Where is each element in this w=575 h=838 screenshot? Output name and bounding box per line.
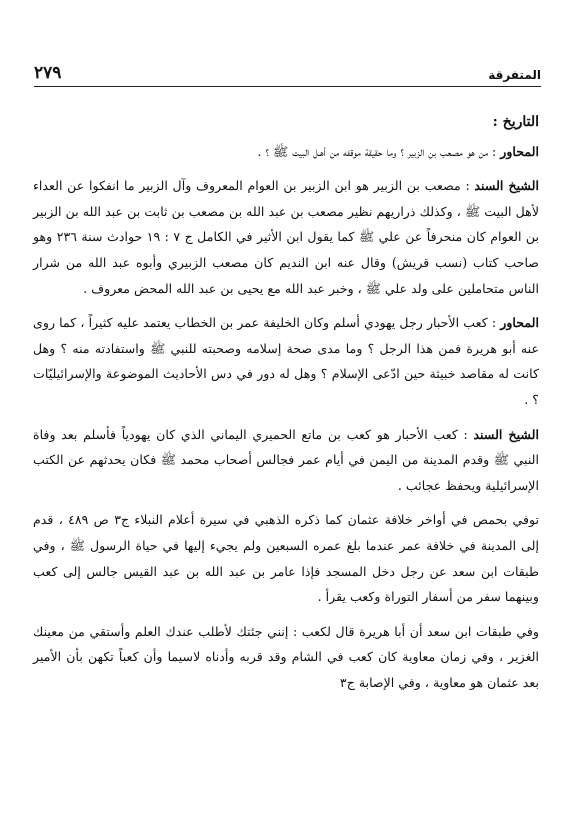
dialogue-paragraph [33, 422, 539, 499]
section-title: التاريخ : [492, 114, 539, 130]
page-header [34, 58, 541, 87]
dialogue-paragraph [33, 310, 539, 412]
paragraph-text: : من هو مصعب بن الزبير ؟ وما حقيقة موقفه من أهـل البيت ﷺ ؟ . [257, 143, 501, 159]
paragraph-text: توفي بحمص في أواخر خلافة عثمان كما ذكره الذهبي في سيرة أعلام النبلاء ج٣ ص ٤٨٩ ، قدم إلى المدينة في خلافة عمر عندما بلغ عمره السبعين ولم يجيء إليها في حياة الرسول ﷺ ، وفي طبقات ابن سعد عن رجل دخل المسجد فإذا عامر بن عبد الله بن عبد القيس جالس إلى كعب وبينهما سفر من أسفار التوراة وكعب يقرأ . [33, 512, 540, 605]
paragraph-text: : مصعب بن الزبير هو ابن الزبير بن العوام المعروف وآل الزبير ما انفكوا عن العداء لأهل البيت ﷺ ، وكذلك ذراريهم نظير مصعب بن عبد الله بن مصعب بن ثابت بن عبد الله بن الزبير بن العوام كان منحرفاً عن علي ﷺ كما يقول ابن الأثير في الكامل ج ٧ : ١٩ حوادث سنة ٢٣٦ وهو صاحب كتاب (نسب قريش) وقال عنه ابن النديم كان مصعب الزبيري وأبوه عبد الله من شرار الناس متحاملين على ولد علي ﷺ ، وخبر عبد الله مع يحيى بن عبد الله المحض معروف . [33, 178, 540, 296]
page-body [33, 110, 539, 695]
dialogue-paragraph [33, 139, 539, 165]
body-paragraph [33, 507, 539, 609]
dialogue-paragraph [33, 173, 539, 301]
body-paragraph [33, 619, 539, 696]
paragraph-text: : كعب الأحبار هو كعب بن ماتع الحميري اليماني الذي كان يهودياً فأسلم بعد وفاة النبي ﷺ وقدم المدينة من اليمن في أيام عمر فجالس أصحاب محمد ﷺ فكان يحدثهم عن الكتب الإسرائيلية ويحفظ عجائب . [33, 426, 539, 493]
paragraph-text: وفي طبقات ابن سعد أن أبا هريرة قال لكعب : إنني جئتك لأطلب عندك العلم وأستقي من معينك الغزير ، وفي زمان معاوية كان كعب في الشام وقد قربه وأدناه لاسيما وأن كعباً تكهن بأن الأمير بعد عثمان هو معاوية ، وفي الإصابة ج٣ [33, 623, 539, 690]
running-title: المتفرقة [488, 68, 541, 82]
page-number: ٢٧٩ [34, 63, 62, 83]
speaker-label: المحاور [500, 315, 539, 331]
speaker-label: الشيخ السند [473, 426, 539, 442]
paragraph-text: : كعب الأحبار رجل يهودي أسلم وكان الخليفة عمر بن الخطاب يعتمد عليه كثيراً ، كما روى عنه أبو هريرة فمن هذا الرجل ؟ وما مدى صحة إسلامه وصحبته للنبي ﷺ واستفادته منه ؟ وهل كانت له مقاصد خبيثة حين ادّعى الإسلام ؟ وهل له دور في دس الأحاديث الموضوعة والإسرائيليّات ؟ . [33, 315, 539, 407]
speaker-label: المحاور [500, 143, 539, 159]
speaker-label: الشيخ السند [474, 178, 539, 194]
